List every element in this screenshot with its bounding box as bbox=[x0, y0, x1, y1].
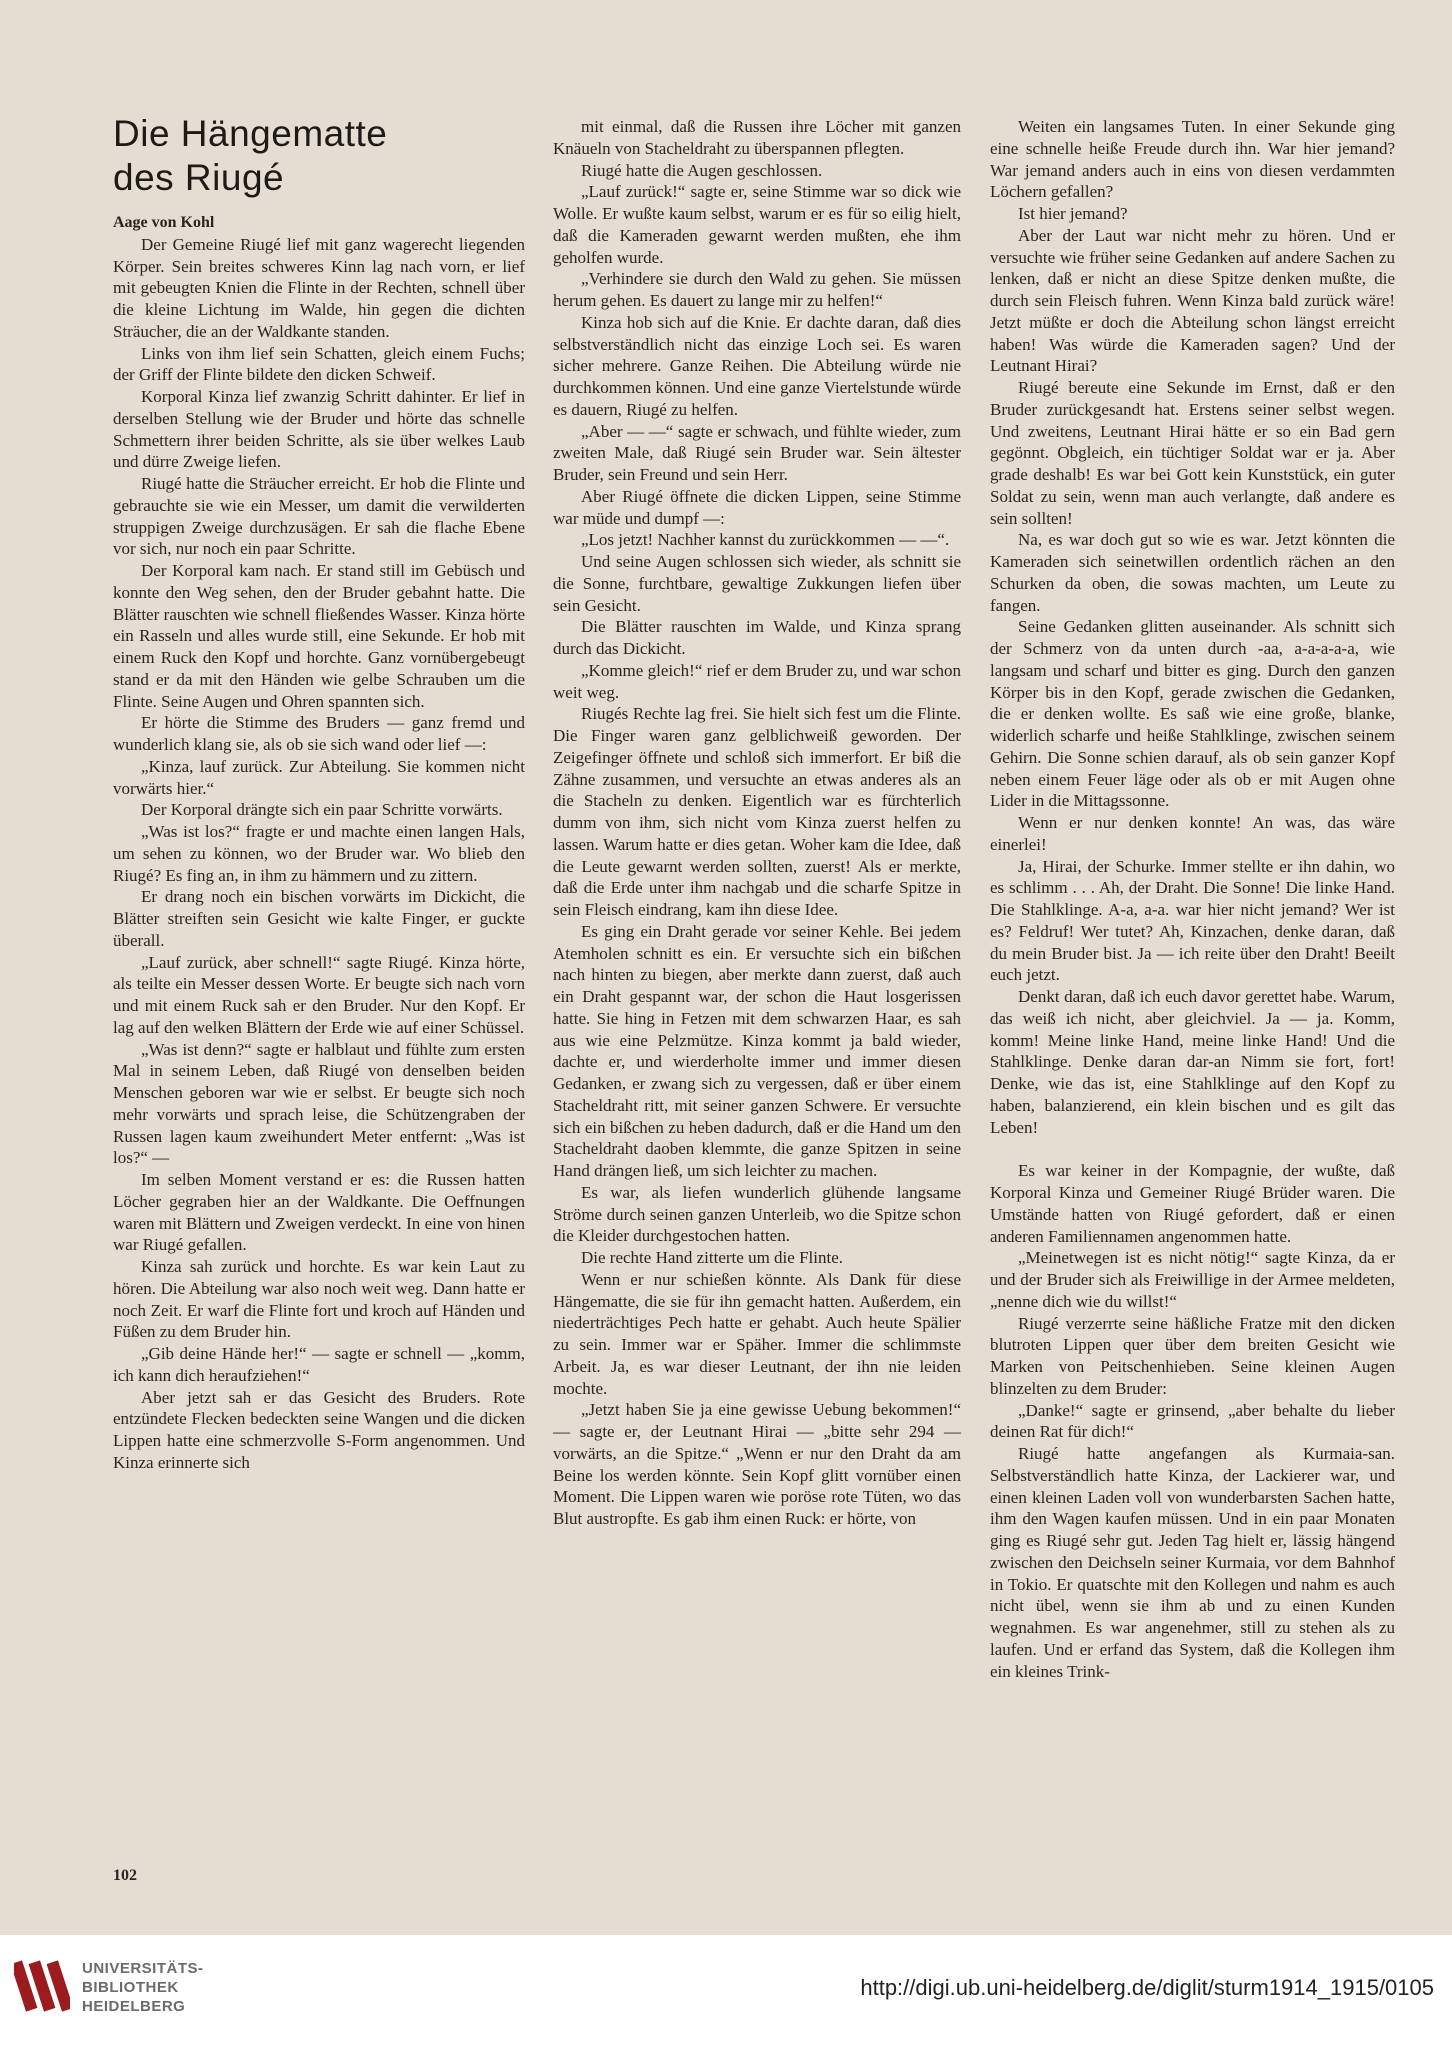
paragraph: „Gib deine Hände her!“ — sagte er schnell — „komm, ich kann dich heraufziehen!“ bbox=[113, 1344, 525, 1385]
paragraph: Aber jetzt sah er das Gesicht des Bruders. Rote entzündete Flecken bedeckten seine Wangen und die dicken Lippen hatte eine schmerzvolle S-Form angenommen. Und Kinza erinnerte sich bbox=[113, 1387, 525, 1472]
paragraph: Kinza sah zurück und horchte. Es war kein Laut zu hören. Die Abteilung war also noch weit weg. Dann hatte er noch Zeit. Er warf die Flinte fort und kroch auf Händen und Füßen zu dem Bruder hin. bbox=[113, 1257, 525, 1342]
paragraph: Riugés Rechte lag frei. Sie hielt sich fest um die Flinte. Die Finger waren ganz gelblichweiß geworden. Der Zeigefinger öffnete und schloß sich immerfort. Er biß die Zähne zusammen, und versuchte an etwas anderes als an die Stacheln zu denken. Eigentlich war es fürchterlich dumm von ihm, sich nicht vom Kinza zuerst helfen zu lassen. Warum hatte er dies getan. Woher kam die Idee, daß die Leute gewarnt werden sollten, zuerst! Als er merkte, daß die Erde unter ihm nachgab und die scharfe Spitze in sein Fleisch eindrang, kam ihn diese Idee. bbox=[553, 704, 961, 919]
paragraph: Es war, als liefen wunderlich glühende langsame Ströme durch seinen ganzen Unterleib, wo die Spitze schon die Kleider durchgestochen hatten. bbox=[553, 1182, 961, 1246]
paragraph: Aber Riugé öffnete die dicken Lippen, seine Stimme war müde und dumpf —: bbox=[553, 486, 961, 528]
library-name-line-2: BIBLIOTHEK bbox=[82, 1979, 179, 1996]
source-url[interactable]: http://digi.ub.uni-heidelberg.de/diglit/sturm1914_1915/0105 bbox=[860, 1975, 1434, 2000]
paragraph: Wenn er nur denken konnte! An was, das wäre einerlei! bbox=[990, 813, 1395, 854]
paragraph: Riugé verzerrte seine häßliche Fratze mit den dicken blutroten Lippen quer über dem breiten Gesicht wie Marken von Peitschenhieben. Seine kleinen Augen blinzelten zu dem Bruder: bbox=[990, 1313, 1395, 1398]
paragraph: Riugé hatte angefangen als Kurmaia-san. Selbstverständlich hatte Kinza, der Lackierer war, und einen kleinen Laden voll von wunderbarsten Sachen hatte, ihm den Wagen kaufen müssen. Und in ein paar Monaten ging es Riugé sehr gut. Jeden Tag hielt er, lässig hängend zwischen den Deichseln seiner Kurmaia, vor dem Bahnhof in Tokio. Er quatschte mit den Kollegen und nahm es auch nicht übel, wenn sie ihm ab und zu einen Kunden wegnahmen. Es war angenehmer, still zu stehen als zu laufen. Und er erfand das System, daß die Kollegen ihm ein kleines Trink- bbox=[990, 1444, 1395, 1681]
paragraph: Denkt daran, daß ich euch davor gerettet habe. Warum, das weiß ich nicht, aber gleichviel. Ja — ja. Komm, komm! Meine linke Hand, meine linke Hand! Und die Stahlklinge. Denke daran dar-an Nimm sie fort, fort! Denke, wie das ist, eine Stahlklinge auf den Kopf zu haben, balanzierend, ein klein bischen und es gilt das Leben! bbox=[990, 987, 1395, 1137]
paragraph: Links von ihm lief sein Schatten, gleich einem Fuchs; der Griff der Flinte bildete den dicken Schweif. bbox=[113, 343, 525, 385]
paragraph: Riugé hatte die Sträucher erreicht. Er hob die Flinte und gebrauchte sie wie ein Messer, um damit die verwilderten struppigen Zweige durchzusägen. Er sah die flache Ebene vor sich, nur noch ein paar Schritte. bbox=[113, 474, 525, 559]
page-number: 102 bbox=[113, 1867, 137, 1884]
paragraph: „Danke!“ sagte er grinsend, „aber behalte du lieber deinen Rat für dich!“ bbox=[990, 1400, 1395, 1442]
paragraph: Weiten ein langsames Tuten. In einer Sekunde ging eine schnelle heiße Freude durch ihn. War hier jemand? War jemand anders auch in eins von diesen verdammten Löchern gefallen? bbox=[990, 117, 1395, 202]
column-3 bbox=[990, 116, 1395, 1682]
paragraph: Er drang noch ein bischen vorwärts im Dickicht, die Blätter streiften sein Gesicht wie kalte Finger, er guckte überall. bbox=[113, 887, 525, 950]
column-1-body bbox=[113, 234, 525, 1474]
paragraph: „Meinetwegen ist es nicht nötig!“ sagte Kinza, da er und der Bruder sich als Freiwillige in der Armee meldeten, „nenne dich wie du willst!“ bbox=[990, 1248, 1395, 1311]
paragraph: Seine Gedanken glitten auseinander. Als schnitt sich der Schmerz von da unten durch -aa, a-a-a-a-a, wie langsam und scharf und bitter es ging. Durch den ganzen Körper bis in den Kopf, gerade zwischen die Gedanken, die er denken wollte. Es saß wie eine große, blanke, widerlich scharfe und heiße Stahlklinge, zwischen seinem Gehirn. Die Sonne schien darauf, als ob sein ganzer Kopf neben einem Feuer läge oder als ob er mit Augen ohne Lider in die Mittagssonne. bbox=[990, 617, 1395, 811]
paragraph: Er hörte die Stimme des Bruders — ganz fremd und wunderlich klang sie, als ob sie sich wand oder lief —: bbox=[113, 713, 525, 754]
paragraph: Riugé bereute eine Sekunde im Ernst, daß er den Bruder zurückgesandt hat. Erstens seiner selbst wegen. Und zweitens, Leutnant Hirai hätte er so ein Bad gern gegönnt. Obgleich, ein tüchtiger Soldat war er ja. Aber grade deshalb! Es war bei Gott kein Kunststück, ein guter Soldat zu sein, wenn man auch verlangte, daß andere es sein sollten! bbox=[990, 378, 1395, 528]
paragraph: Korporal Kinza lief zwanzig Schritt dahinter. Er lief in derselben Stellung wie der Bruder und hörte das schnelle Schmettern ihrer beiden Schritte, als sie über welkes Laub und dürre Zweige liefen. bbox=[113, 387, 525, 472]
paragraph: Ja, Hirai, der Schurke. Immer stellte er ihn dahin, wo es schlimm . . . Ah, der Draht. Die Sonne! Die linke Hand. Die Stahlklinge. A-a, a-a. war hier nicht jemand? Wer ist es? Feldruf! Wer tutet? Ah, Kinzachen, denke daran, daß du mein Bruder bist. Ja — ich reite über den Draht! Beeilt euch jetzt. bbox=[990, 856, 1395, 985]
paragraph: „Lauf zurück!“ sagte er, seine Stimme war so dick wie Wolle. Er wußte kaum selbst, warum er es für so eilig hielt, daß die Kameraden gewarnt werden mußten, ehe ihm geholfen wurde. bbox=[553, 182, 961, 267]
paragraph: Aber der Laut war nicht mehr zu hören. Und er versuchte wie früher seine Gedanken auf andere Sachen zu lenken, daß er nicht an diese Spitze denken mußte, die durch sein Fleisch fuhren. Wenn Kinza bald zurück wäre! Jetzt müßte er doch die Abteilung schon längst erreicht haben! Was würde die Kameraden sagen? Und der Leutnant Hirai? bbox=[990, 225, 1395, 376]
library-name-line-3: HEIDELBERG bbox=[82, 1998, 186, 2015]
column-2 bbox=[553, 116, 961, 1530]
paragraph: Es war keiner in der Kompagnie, der wußte, daß Korporal Kinza und Gemeiner Riugé Brüder waren. Die Umstände hatten von Riugé gefordert, daß er einen anderen Familiennamen angenommen hatte. bbox=[990, 1161, 1395, 1246]
paragraph: mit einmal, daß die Russen ihre Löcher mit ganzen Knäueln von Stacheldraht zu überspannen pflegten. bbox=[553, 117, 961, 158]
paragraph: „Was ist los?“ fragte er und machte einen langen Hals, um sehen zu können, wo der Bruder war. Wo blieb den Riugé? Es fing an, in ihm zu hämmern und zu zittern. bbox=[113, 822, 525, 885]
paragraph: Ist hier jemand? bbox=[1018, 204, 1128, 223]
paragraph: „Was ist denn?“ sagte er halblaut und fühlte zum ersten Mal in seinem Leben, daß Riugé von denselben beiden Menschen geboren war wie er selbst. Er beugte sich noch mehr vorwärts und sprach leise, die Schützengraben der Russen lagen kaum zweihundert Meter entfernt: „Was ist los?“ — bbox=[113, 1039, 525, 1168]
title-line-2: des Riugé bbox=[113, 157, 285, 198]
paragraph: „Jetzt haben Sie ja eine gewisse Uebung bekommen!“ — sagte er, der Leutnant Hirai — „bitte sehr 294 — vorwärts, an die Spitze.“ „Wenn er nur den Draht da am Beine los werden könnte. Sein Kopf glitt vornüber einen Moment. Die Lippen waren wie poröse rote Tüten, wo das Blut austropfte. Es gab ihm einen Ruck: er hörte, von bbox=[553, 1400, 961, 1528]
paragraph: Wenn er nur schießen könnte. Als Dank für diese Hängematte, die sie für ihn gemacht hatten. Außerdem, ein niederträchtiges Pech hatte er gehabt. Auch heute Spälier zu sein. Immer war er Späher. Immer die schlimmste Arbeit. Ja, es war dieser Leutnant, der ihn nie leiden mochte. bbox=[553, 1269, 961, 1398]
paragraph: „Komme gleich!“ rief er dem Bruder zu, und war schon weit weg. bbox=[553, 660, 961, 702]
paragraph: Der Korporal drängte sich ein paar Schritte vorwärts. bbox=[141, 800, 503, 820]
title-line-1: Die Hängematte bbox=[113, 113, 388, 154]
library-name bbox=[82, 1959, 204, 2016]
paragraph: Und seine Augen schlossen sich wieder, als schnitt sie die Sonne, furchtbare, gewaltige Zukkungen liefen über sein Gesicht. bbox=[553, 552, 961, 615]
paragraph: Der Gemeine Riugé lief mit ganz wagerecht liegenden Körper. Sein breites schweres Kinn lag nach vorn, er lief mit gebeugten Knien die Flinte in der Rechten, schnell über die kleine Lichtung im Walde, hin gegen die dichten Sträucher, die an der Waldkante standen. bbox=[113, 234, 525, 341]
paragraph: „Verhindere sie durch den Wald zu gehen. Sie müssen herum gehen. Es dauert zu lange mir zu helfen!“ bbox=[553, 269, 961, 310]
footer-bar bbox=[0, 1935, 1452, 2045]
article-title bbox=[113, 112, 525, 200]
paragraph: „Lauf zurück, aber schnell!“ sagte Riugé. Kinza hörte, als teilte ein Messer dessen Worte. Er beugte sich nach vorn und mit einem Ruck sah er den Bruder. Nur den Kopf. Er lag auf den welken Blättern der Erde wie auf einer Schüssel. bbox=[113, 952, 525, 1037]
paragraph: Es ging ein Draht gerade vor seiner Kehle. Bei jedem Atemholen schnitt es ein. Er versuchte sich ein bißchen nach hinten zu biegen, aber merkte dann zuerst, daß auch ein Draht gespannt war, der schon die Haut losgerissen hatte. Sie hing in Fetzen mit dem schwarzen Haar, es sah aus wie eine Pelzmütze. Kinza kommt ja bald wieder, dachte er, und wierderholte immer und immer diesen Gedanken, er zwang sich zu vergessen, daß er über einem Stacheldraht ritt, mit seiner ganzen Schwere. Er versuchte sich ein bißchen zu heben dadurch, daß er die Hand um den Stacheldraht daoben klemmte, die ganze Spitzen in seine Hand drängen ließ, um sich leichter zu machen. bbox=[553, 921, 961, 1180]
library-logo-icon bbox=[14, 1955, 70, 2017]
paragraph: Na, es war doch gut so wie es war. Jetzt könnten die Kameraden sich seinetwillen ordentlich rächen an den Schurken da oben, die sowas machten, um Leute zu fangen. bbox=[990, 530, 1395, 615]
paragraph: „Los jetzt! Nachher kannst du zurückkommen — —“. bbox=[581, 530, 950, 550]
paragraph: „Aber — —“ sagte er schwach, und fühlte wieder, zum zweiten Male, daß Riugé sein Bruder war. Sein ältester Bruder, sein Freund und sein Herr. bbox=[553, 421, 961, 484]
library-name-line-1: UNIVERSITÄTS- bbox=[82, 1960, 204, 1977]
paragraph: Die Blätter rauschten im Walde, und Kinza sprang durch das Dickicht. bbox=[553, 617, 961, 658]
column-1 bbox=[113, 112, 525, 1474]
paragraph: „Kinza, lauf zurück. Zur Abteilung. Sie kommen nicht vorwärts hier.“ bbox=[113, 756, 525, 798]
paragraph: Die rechte Hand zitterte um die Flinte. bbox=[581, 1248, 843, 1267]
paragraph: Im selben Moment verstand er es: die Russen hatten Löcher gegraben hier an der Waldkante. Die Oeffnungen waren mit Blättern und Zweigen verdeckt. In eine von hinen war Riugé gefallen. bbox=[113, 1170, 525, 1255]
paragraph: Der Korporal kam nach. Er stand still im Gebüsch und konnte den Weg sehen, den der Bruder gebahnt hatte. Die Blätter rauschten wie schnell fließendes Wasser. Kinza hörte ein Rasseln und alles wurde still, eine Sekunde. Er hob mit einem Ruck den Kopf und horchte. Ganz vornübergebeugt stand er da mit den Händen wie gelbe Schrauben um die Flinte. Seine Augen und Ohren spannten sich. bbox=[113, 561, 525, 711]
article-author: Aage von Kohl bbox=[113, 214, 215, 231]
paragraph: Riugé hatte die Augen geschlossen. bbox=[581, 160, 823, 180]
paragraph: Kinza hob sich auf die Knie. Er dachte daran, daß dies selbstverständlich nicht das einzige Loch sei. Es waren sicher mehrere. Ganze Reihen. Die Abteilung würde nie durchkommen können. Und eine ganze Viertelstunde würde es dauern, Riugé zu helfen. bbox=[553, 312, 961, 419]
